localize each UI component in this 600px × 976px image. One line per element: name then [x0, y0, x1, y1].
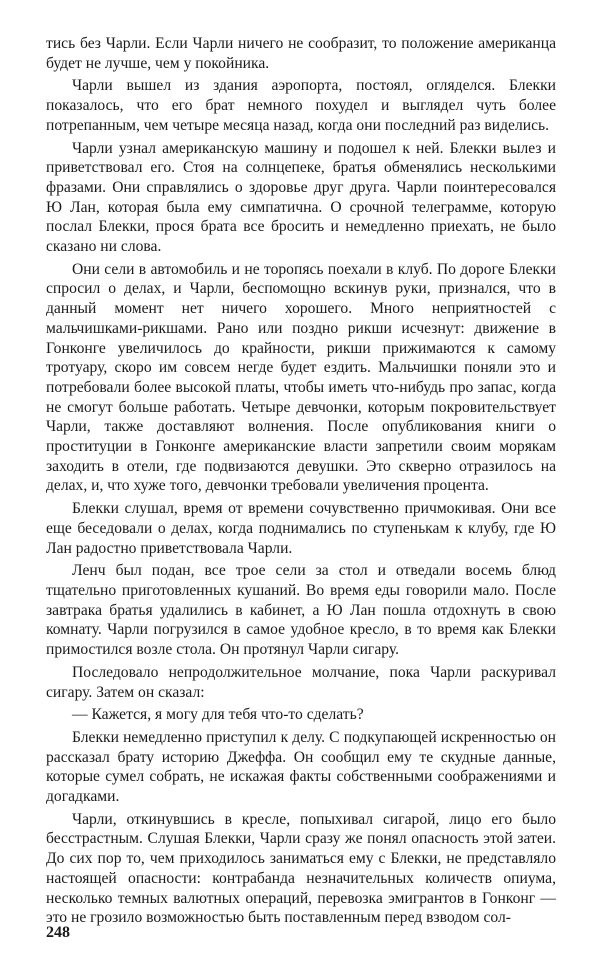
paragraph-1: тись без Чарли. Если Чарли ничего не сообразит, то положение американца будет не лучше, чем у покойника. — [46, 35, 556, 72]
paragraph-7: Последовало непродолжительное молчание, пока Чарли раскуривал сигару. Затем он сказал: — [46, 663, 556, 701]
page-number: 248 — [46, 924, 70, 941]
paragraph-10: Чарли, откинувшись в кресле, попыхивал сигарой, лицо его было бесстрастным. Слушая Блекки, Чарли сразу же понял опасность этой затеи. До сих пор то, чем приходилось заниматься ему с Блекки, не представляло настоящей опасности: контрабанда незначительных количеств опиума, несколько темных валютных операций, перевозка эмигрантов в Гонконг — это не грозило возможностью быть поставленным перед взводом сол- — [46, 810, 556, 927]
paragraph-8: — Кажется, я могу для тебя что-то сделать? — [72, 706, 364, 724]
paragraph-6: Ленч был подан, все трое сели за стол и отведали восемь блюд тщательно приготовленных кушаний. Во время еды говорили мало. После завтрака братья удалились в кабинет, а Ю Лан пошла отдохнуть в свою комнату. Чарли погрузился в самое удобное кресло, в то время как Блекки примостился возле стола. Он протянул Чарли сигару. — [46, 562, 556, 659]
paragraph-9: Блекки немедленно приступил к делу. С подкупающей искренностью он рассказал брату историю Джеффа. Он сообщил ему те скудные данные, которые сумел собрать, не искажая факты собственными соображениями и догадками. — [46, 728, 556, 806]
page-body — [46, 34, 556, 928]
paragraph-3: Чарли узнал американскую машину и подошел к ней. Блекки вылез и приветствовал его. Стоя на солнцепеке, братья обменялись несколькими фразами. Они справлялись о здоровье друг друга. Чарли поинтересовался Ю Лан, которая была ему симпатична. О срочной телеграмме, которую послал Блекки, прося брата все бросить и немедленно приехать, не было сказано ни слова. — [46, 139, 556, 256]
paragraph-4: Они сели в автомобиль и не торопясь поехали в клуб. По дороге Блекки спросил о делах, и Чарли, беспомощно вскинув руки, признался, что в данный момент нет ничего хорошего. Много неприятностей с мальчишками-рикшами. Рано или поздно рикши исчезнут: движение в Гонконге увеличилось до крайности, рикши прижимаются к самому тротуару, скоро им совсем негде будет ездить. Мальчишки поняли это и потребовали более высокой платы, чтобы иметь что-нибудь про запас, когда не смогут больше работать. Четыре девчонки, которым покровительствует Чарли, также доставляют волнения. После опубликования книги о проституции в Гонконге американские власти запретили своим морякам заходить в отели, где подвизаются девушки. Это скверно отразилось на делах, и, что хуже того, девчонки требовали увеличения процента. — [46, 260, 556, 495]
paragraph-2: Чарли вышел из здания аэропорта, постоял, огляделся. Блекки показалось, что его брат немного похудел и выглядел чуть более потрепанным, чем четыре месяца назад, когда они последний раз виделись. — [46, 77, 556, 134]
paragraph-5: Блекки слушал, время от времени сочувственно причмокивая. Они все еще беседовали о делах, когда поднимались по ступенькам к клубу, где Ю Лан радостно приветствовала Чарли. — [46, 500, 556, 557]
